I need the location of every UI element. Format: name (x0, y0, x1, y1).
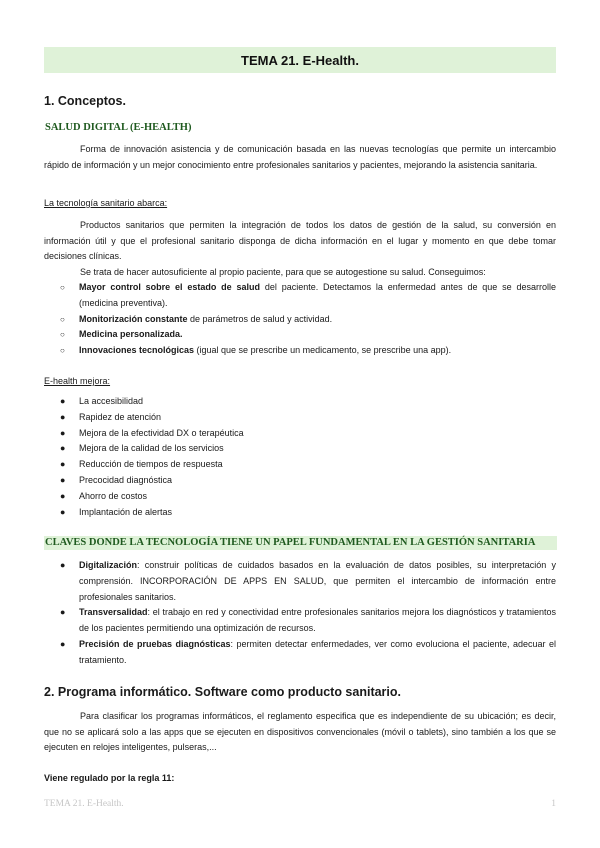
list-item (44, 394, 556, 410)
intro-text: Forma de innovación asistencia y de comunicación basada en las nuevas tecnologías que permite un intercambio rápido de información y un mejor conocimiento entre profesionales sanitarios y pacientes, mejorando la asistencia sanitaria. (44, 144, 556, 170)
list-item (44, 558, 556, 605)
item-text: Mejora de la efectividad DX o terapéutica (79, 427, 244, 438)
item-text: : permiten detectar enfermedades, ver como evoluciona el paciente, adecuar el tratamiento. (79, 638, 556, 665)
circle-bullet-icon: ○ (60, 283, 65, 292)
bullet-icon: ● (60, 560, 66, 570)
claves-heading: CLAVES DONDE LA TECNOLOGÍA TIENE UN PAPEL FUNDAMENTAL EN LA GESTIÓN SANITARIA (44, 536, 557, 550)
autosuficiente-paragraph (44, 265, 556, 281)
list-item (44, 605, 556, 637)
autosuficiente-text: Se trata de hacer autosuficiente al propio paciente, para que se autogestione su salud. Conseguimos: (80, 267, 486, 277)
page-number: 1 (551, 799, 556, 809)
bullet-icon: ● (60, 638, 66, 649)
list-item (44, 441, 556, 457)
item-text: (igual que se prescribe un medicamento, se prescribe una app). (194, 345, 452, 356)
circle-bullet-icon: ○ (60, 330, 65, 340)
list-item (44, 457, 556, 473)
bullet-icon: ● (60, 607, 66, 618)
page-title: TEMA 21. E-Health. (44, 47, 556, 73)
footer-title: TEMA 21. E-Health. (44, 799, 124, 809)
bullet-icon: ● (60, 411, 66, 422)
item-bold: Transversalidad (79, 607, 148, 618)
item-text: del paciente. Detectamos la enfermedad antes de que se desarrolle (medicina preventiva). (79, 282, 556, 308)
regla-suffix: : (171, 773, 175, 783)
section2-paragraph (44, 709, 556, 756)
bullet-icon: ● (60, 427, 66, 438)
section1-heading: 1. Conceptos. (44, 94, 126, 108)
section2-text: Para clasificar los programas informáticos, el reglamento especifica que es independiente de su ubicación; es decir, que no se aplicará solo a las apps que se ejecuten en dispositivos convencionales (móvil o tablets), sino también a los que se ejecuten en relojes inteligentes, pulseras,... (44, 711, 556, 753)
list-item (44, 426, 556, 442)
list-item (44, 410, 556, 426)
bullet-icon: ● (60, 474, 66, 485)
bullet-icon: ● (60, 506, 66, 517)
intro-paragraph (44, 142, 556, 173)
item-bold: Monitorización constante (79, 313, 188, 324)
section2-heading: 2. Programa informático. Software como producto sanitario. (44, 685, 402, 699)
item-bold: Medicina personalizada. (79, 329, 183, 340)
mejora-list (44, 394, 556, 520)
list-item (44, 505, 556, 521)
item-bold: Precisión de pruebas diagnósticas (79, 638, 231, 649)
item-text: : construir políticas de cuidados basados en la evaluación de datos posibles, su interpretación y comprensión. INCORPORACIÓN DE APPS EN SALUD, que permiten el intercambio de información entre profesionales sanitarios. (79, 560, 556, 602)
list-item (44, 343, 556, 359)
regla-prefix: Viene regulado por la regla (44, 773, 162, 783)
circle-bullet-icon: ○ (60, 346, 65, 356)
item-text: La accesibilidad (79, 396, 144, 406)
item-text: de parámetros de salud y actividad. (187, 313, 333, 324)
bullet-icon: ● (60, 396, 66, 406)
item-bold: Digitalización (79, 560, 138, 570)
abarca-label: La tecnología sanitario abarca: (44, 198, 168, 208)
bullet-icon: ● (60, 459, 66, 470)
claves-list (44, 558, 556, 669)
mejora-label: E-health mejora: (44, 376, 111, 386)
abarca-text: Productos sanitarios que permiten la integración de todos los datos de gestión de la salud, su conversión en información útil y que el profesional sanitario disponga de dicha información en el lugar y momento en que debe tomar decisiones clínicas. (44, 220, 556, 262)
list-item (44, 473, 556, 489)
list-item (44, 280, 556, 312)
regla-line (44, 771, 556, 787)
list-item (44, 637, 556, 669)
list-item (44, 327, 556, 343)
section1-subheading: SALUD DIGITAL (E-HEALTH) (45, 122, 192, 133)
regla-number: 11 (161, 773, 172, 783)
item-text: Mejora de la calidad de los servicios (79, 443, 224, 454)
item-bold: Innovaciones tecnológicas (79, 345, 195, 356)
bullet-icon: ● (60, 490, 66, 501)
item-text: Implantación de alertas (79, 506, 173, 517)
item-bold: Mayor control sobre el estado de salud (79, 282, 261, 292)
item-text: Reducción de tiempos de respuesta (79, 459, 223, 470)
item-text: Precocidad diagnóstica (79, 474, 173, 485)
item-text: Rapidez de atención (79, 411, 162, 422)
item-text: : el trabajo en red y conectividad entre profesionales sanitarios mejora los diagnósticos y tratamientos de los pacientes permitiendo una optimización de recursos. (79, 607, 556, 634)
item-text: Ahorro de costos (79, 490, 148, 501)
circle-bullet-icon: ○ (60, 314, 65, 324)
list-item (44, 312, 556, 328)
abarca-paragraph (44, 218, 556, 265)
list-item (44, 489, 556, 505)
bullet-icon: ● (60, 443, 66, 454)
conseguimos-list (44, 280, 556, 359)
